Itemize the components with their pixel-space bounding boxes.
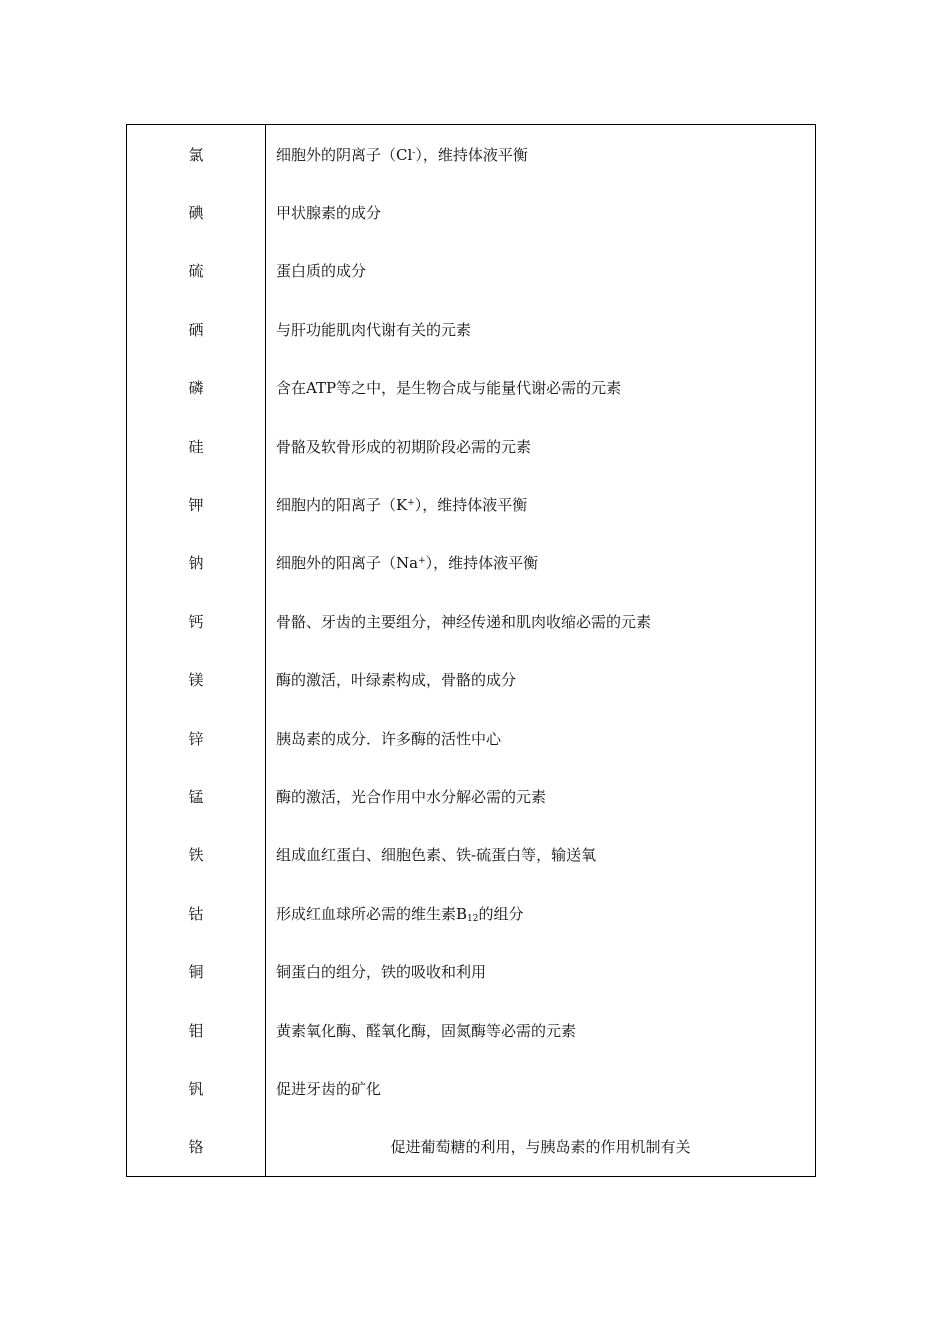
table-row xyxy=(127,417,816,475)
function-text: 细胞外的阴离子（Cl xyxy=(276,145,413,164)
element-function-cell xyxy=(266,592,816,650)
element-function-cell xyxy=(266,884,816,942)
element-name-cell: 镁 xyxy=(127,651,266,709)
function-text-tail: ），维持体液平衡 xyxy=(425,554,539,573)
table-row xyxy=(127,242,816,300)
element-function-cell xyxy=(266,183,816,241)
element-function-cell xyxy=(266,942,816,1000)
element-name-cell: 硫 xyxy=(127,242,266,300)
element-name-cell: 氯 xyxy=(127,125,266,184)
table-row xyxy=(127,884,816,942)
element-function-cell xyxy=(266,767,816,825)
function-text-tail: ），维持体液平衡 xyxy=(414,496,528,515)
table-row xyxy=(127,1059,816,1117)
element-function-cell xyxy=(266,475,816,533)
element-name-cell: 钒 xyxy=(127,1059,266,1117)
element-function-cell xyxy=(266,1059,816,1117)
function-text-tail: ），维持体液平衡 xyxy=(415,145,528,164)
function-superscript: + xyxy=(407,498,415,509)
element-name-cell: 铜 xyxy=(127,942,266,1000)
function-text: 形成红血球所必需的维生素B xyxy=(276,904,468,923)
function-text: 蛋白质的成分 xyxy=(276,262,367,281)
element-name-cell: 钠 xyxy=(127,534,266,592)
function-subscript: 12 xyxy=(467,913,479,924)
element-name-cell: 硒 xyxy=(127,300,266,358)
table-row xyxy=(127,300,816,358)
element-name-cell: 磷 xyxy=(127,359,266,417)
element-name-cell: 铁 xyxy=(127,826,266,884)
element-function-cell xyxy=(266,826,816,884)
table-row xyxy=(127,592,816,650)
element-function-cell xyxy=(266,1001,816,1059)
table-row xyxy=(127,709,816,767)
element-name-cell: 钙 xyxy=(127,592,266,650)
element-function-cell xyxy=(266,709,816,767)
element-name-cell: 锌 xyxy=(127,709,266,767)
table-row xyxy=(127,651,816,709)
table-row xyxy=(127,183,816,241)
function-text: 酶的激活，光合作用中水分解必需的元素 xyxy=(276,787,547,806)
table-row xyxy=(127,359,816,417)
function-text: 含在ATP等之中，是生物合成与能量代谢必需的元素 xyxy=(276,379,622,398)
function-text: 与肝功能肌肉代谢有关的元素 xyxy=(276,320,472,339)
function-text: 促进牙齿的矿化 xyxy=(276,1079,382,1098)
element-name-cell: 碘 xyxy=(127,183,266,241)
element-name-cell: 锰 xyxy=(127,767,266,825)
element-function-cell xyxy=(266,359,816,417)
element-name-cell: 钼 xyxy=(127,1001,266,1059)
element-function-cell xyxy=(266,417,816,475)
table-row xyxy=(127,1118,816,1177)
function-superscript: + xyxy=(418,556,426,567)
function-text: 甲状腺素的成分 xyxy=(276,204,382,223)
element-function-table xyxy=(126,124,816,1177)
element-function-cell xyxy=(266,125,816,184)
function-text: 骨骼及软骨形成的初期阶段必需的元素 xyxy=(276,437,532,456)
element-function-cell xyxy=(266,300,816,358)
function-text: 促进葡萄糖的利用，与胰岛素的作用机制有关 xyxy=(390,1138,691,1157)
element-function-cell xyxy=(266,651,816,709)
table-row xyxy=(127,475,816,533)
function-text: 胰岛素的成分．许多酶的活性中心 xyxy=(276,729,502,748)
table-row xyxy=(127,826,816,884)
function-text: 黄素氧化酶、醛氧化酶，固氮酶等必需的元素 xyxy=(276,1021,577,1040)
element-function-cell xyxy=(266,242,816,300)
table-row xyxy=(127,125,816,184)
table-body xyxy=(127,125,816,1177)
function-text: 酶的激活，叶绿素构成，骨骼的成分 xyxy=(276,671,517,690)
table-row xyxy=(127,1001,816,1059)
element-function-cell xyxy=(266,534,816,592)
function-superscript: - xyxy=(412,147,416,158)
table-row xyxy=(127,534,816,592)
table-row xyxy=(127,767,816,825)
table-row xyxy=(127,942,816,1000)
element-name-cell: 硅 xyxy=(127,417,266,475)
function-text: 骨骼、牙齿的主要组分，神经传递和肌肉收缩必需的元素 xyxy=(276,612,652,631)
element-function-cell xyxy=(266,1118,816,1177)
element-name-cell: 钾 xyxy=(127,475,266,533)
element-name-cell: 铬 xyxy=(127,1118,266,1177)
function-text: 细胞外的阳离子（Na xyxy=(276,554,419,573)
function-text: 组成血红蛋白、细胞色素、铁-硫蛋白等，输送氧 xyxy=(276,846,597,865)
function-text-tail: 的组分 xyxy=(478,904,524,923)
element-name-cell: 钴 xyxy=(127,884,266,942)
function-text: 铜蛋白的组分，铁的吸收和利用 xyxy=(276,963,487,982)
function-text: 细胞内的阳离子（K xyxy=(276,496,408,515)
